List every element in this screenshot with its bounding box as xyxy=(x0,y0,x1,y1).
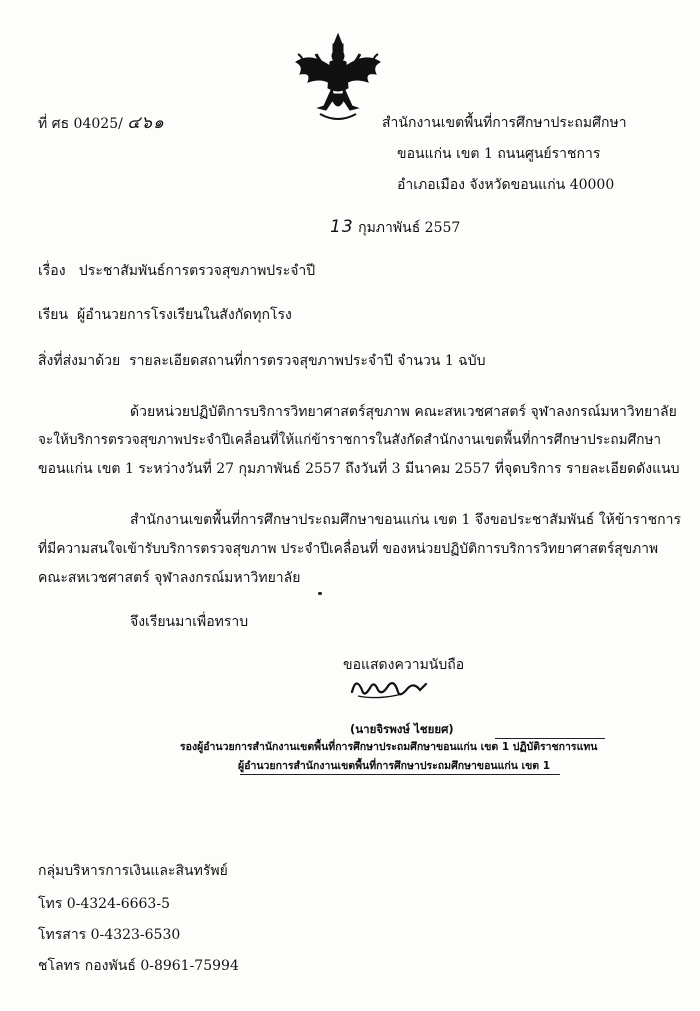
footer-fax: โทรสาร 0-4323-6530 xyxy=(38,927,181,943)
body-paragraph-1-line-3: ขอนแก่น เขต 1 ระหว่างวันที่ 27 กุมภาพันธ์ 2557 ถึงวันที่ 3 มีนาคม 2557 ที่จุดบริการ รายละเอียดดังแนบ xyxy=(38,461,680,477)
signatory-position-line-1: รองผู้อำนวยการสำนักงานเขตพื้นที่การศึกษาประถมศึกษาขอนแก่น เขต 1 ปฏิบัติราชการแทน xyxy=(180,741,598,753)
handwritten-signature xyxy=(338,670,438,706)
garuda-emblem-icon xyxy=(290,32,386,122)
office-address-line-3: อำเภอเมือง จังหวัดขอนแก่น 40000 xyxy=(397,177,615,193)
stamp-underline-2 xyxy=(240,774,560,775)
subject-line xyxy=(38,262,315,280)
body-paragraph-2-line-3: คณะสหเวชศาสตร์ จุฬาลงกรณ์มหาวิทยาลัย xyxy=(38,570,301,586)
recipient-line xyxy=(38,306,292,324)
signatory-name: (นายจิรพงษ์ ไชยยศ) xyxy=(350,722,454,736)
date-day-handwritten: 13 xyxy=(330,217,354,237)
subject-text: ประชาสัมพันธ์การตรวจสุขภาพประจำปี xyxy=(78,263,316,279)
body-paragraph-1-line-1: ด้วยหน่วยปฏิบัติการบริการวิทยาศาสตร์สุขภาพ คณะสหเวชศาสตร์ จุฬาลงกรณ์มหาวิทยาลัย xyxy=(130,404,677,420)
footer-phone: โทร 0-4324-6663-5 xyxy=(38,896,170,912)
reference-number-handwritten: ๔๖๑ xyxy=(127,113,165,133)
office-address-line-1: สำนักงานเขตพื้นที่การศึกษาประถมศึกษา xyxy=(382,115,627,131)
body-paragraph-1-line-2: จะให้บริการตรวจสุขภาพประจำปีเคลื่อนที่ให้แก่ข้าราชการในสังกัดสำนักงานเขตพื้นที่การศึกษาประถมศึกษา xyxy=(38,432,662,448)
enclosure-line xyxy=(38,352,486,370)
stamp-underline-1 xyxy=(495,738,605,739)
letter-date xyxy=(330,218,460,237)
subject-label: เรื่อง xyxy=(38,263,66,279)
enclosure-text: รายละเอียดสถานที่การตรวจสุขภาพประจำปี จำนวน 1 ฉบับ xyxy=(129,353,486,369)
ink-speck xyxy=(318,592,322,595)
enclosure-label: สิ่งที่ส่งมาด้วย xyxy=(38,353,121,369)
office-address-line-2: ขอนแก่น เขต 1 ถนนศูนย์ราชการ xyxy=(397,146,601,162)
closing-request: จึงเรียนมาเพื่อทราบ xyxy=(130,614,249,630)
body-paragraph-2-line-2: ที่มีความสนใจเข้ารับบริการตรวจสุขภาพ ประจำปีเคลื่อนที่ ของหน่วยปฏิบัติการบริการวิทยาศาสตร์สุขภาพ xyxy=(38,541,659,557)
reference-prefix: ที่ ศธ 04025/ xyxy=(38,116,123,132)
recipient-label: เรียน xyxy=(38,307,69,323)
footer-department: กลุ่มบริหารการเงินและสินทรัพย์ xyxy=(38,863,228,879)
signatory-position-line-2: ผู้อำนวยการสำนักงานเขตพื้นที่การศึกษาประถมศึกษาขอนแก่น เขต 1 xyxy=(238,760,551,772)
body-paragraph-2-line-1: สำนักงานเขตพื้นที่การศึกษาประถมศึกษาขอนแก่น เขต 1 จึงขอประชาสัมพันธ์ ให้ข้าราชการ xyxy=(130,512,682,528)
date-month-year: กุมภาพันธ์ 2557 xyxy=(358,220,461,236)
reference-number xyxy=(38,114,165,133)
valediction: ขอแสดงความนับถือ xyxy=(343,657,465,673)
footer-mobile: ชโลทร กองพันธ์ 0-8961-75994 xyxy=(38,958,239,974)
recipient-text: ผู้อำนวยการโรงเรียนในสังกัดทุกโรง xyxy=(76,307,292,323)
